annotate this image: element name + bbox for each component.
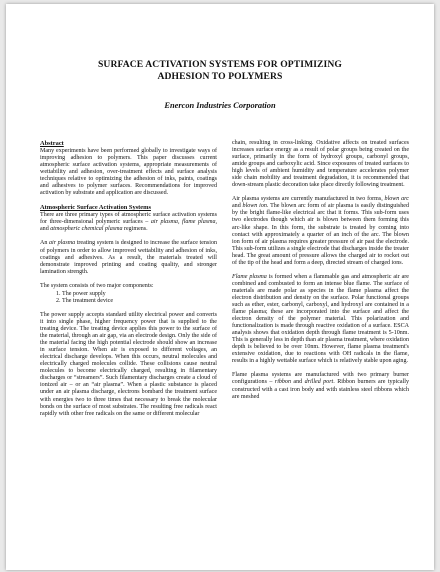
- document-page: [6, 4, 434, 570]
- abstract-text: Many experiments have been performed globally to investigate ways of improving adhesion to polymers. This paper discusses current atmospheric surface activation systems, appropriate measurements of wettability and adhesion, over-treatment effects and surface analysis techniques relative to optimizing the adhesion of inks, paints, coatings and adhesives to polymer surfaces. Recommendations for improved activation by substrate and application are discussed.: [40, 148, 217, 197]
- title-line-1: SURFACE ACTIVATION SYSTEMS FOR OPTIMIZING: [98, 59, 342, 70]
- air-plasma-paragraph: An air plasma treating system is designed to increase the surface tension of polymers in order to allow improved wettability and adhesion of inks, coatings and adhesives. As a result, the materials treated will demonstrate improved printing and coating quality, and stronger lamination strength.: [40, 240, 217, 275]
- asas-paragraph: There are three primary types of atmospheric surface activation systems for three-dimensional polymeric surfaces – air plasma, flame plasma, and atmospheric chemical plasma regimens.: [40, 212, 217, 233]
- components-intro: The system consists of two major components:: [40, 282, 154, 289]
- power-supply-paragraph: The power supply accepts standard utility electrical power and converts it into single phase, higher frequency power that is supplied to the treating device. The treating device applies this power to the surface of the material, through an air gap, via an electrode design. Only the side of the material facing the high potential electrode should show an increase in surface tension. When air is exposed to different voltages, an electrical discharge develops. When this occurs, neutral molecules and electrically charged molecules collide. These collisions cause neutral molecules to become electrically charged, resulting in filamentary discharges or “streamers”. Such filamentary discharges create a cloud of ionized air – or an “air plasma”. When a plastic substance is placed under an air plasma discharge, electrons bombard the treatment surface with energies two to three times that necessary to break the molecular bonds on the surface of most substrates. The resulting free radicals react rapidly with other free radicals on the same or different molecular: [40, 311, 217, 417]
- components-list: [62, 291, 217, 305]
- right-column: [232, 140, 409, 408]
- left-column: [40, 140, 217, 425]
- list-item: 1. The power supply: [62, 291, 217, 298]
- abstract-heading: Abstract: [40, 140, 64, 147]
- oxidation-paragraph: chain, resulting in cross-linking. Oxidative affects on treated surfaces increases surface energy as a result of polar groups being created on the surface, primarily in the form of hydroxyl groups, carbonyl groups, amide groups and carboxylic acid. Since exposures of treated surfaces to high levels of ambient humidity and temperature accelerates polymer side chain mobility and treatment degradation, it is recommended that down-stream plastic decoration take place directly following treatment.: [232, 140, 409, 189]
- company-name: Enercon Industries Corporation: [164, 101, 276, 110]
- list-item: 2. The treatment device: [62, 298, 217, 305]
- air-plasma-forms-paragraph: Air plasma systems are currently manufactured in two forms, blown arc and blown ion. The blown arc form of air plasma is easily distinguished by the bright flame-like electrical arc that it forms. This sub-form uses two electrodes though which air is blown between them forming this arc-like shape. In this form, the substrate is treated by coming into contact with approximately a quarter of an inch of the arc. The blown ion form of air plasma requires greater pressure of air past the electrode. This sub-form utilizes a single electrode that discharges inside the treater head. The great amount of pressure allows the charged air to rocket out of the tip of the head and form a deep, directed stream of charged ions.: [232, 196, 409, 266]
- asas-heading: Atmospheric Surface Activation Systems: [40, 204, 151, 212]
- title-line-2: ADHESION TO POLYMERS: [157, 70, 283, 82]
- flame-plasma-paragraph: Flame plasma is formed when a flammable gas and atmospheric air are combined and combusted to form an intense blue flame. The surface of materials are made polar as species in the flame plasma affect the electron distribution and density on the surface. Polar functional groups such as ether, ester, carbonyl, carboxyl, and hydroxyl are contained in a flame plasma; these are incorporated into the surface and affect the electron density of the polymer material. This polarization and functionalization is made through reactive oxidation of a surface. ESCA analysis shows that oxidation depth through flame treatment is 5-10nm. This is generally less in depth than air plasma treatment, where oxidation depth is believed to be over 10nm. However, flame plasma treatment's extensive oxidation, due to reactions with OH radicals in the flame, results in a highly wettable surface which is relatively stable upon aging.: [232, 273, 409, 365]
- document-title: [46, 59, 394, 82]
- burner-paragraph: Flame plasma systems are manufactured with two primary burner configurations – ribbon and drilled port. Ribbon burners are typically constructed with a cast iron body and with stainless steel ribbons which are meshed: [232, 372, 409, 400]
